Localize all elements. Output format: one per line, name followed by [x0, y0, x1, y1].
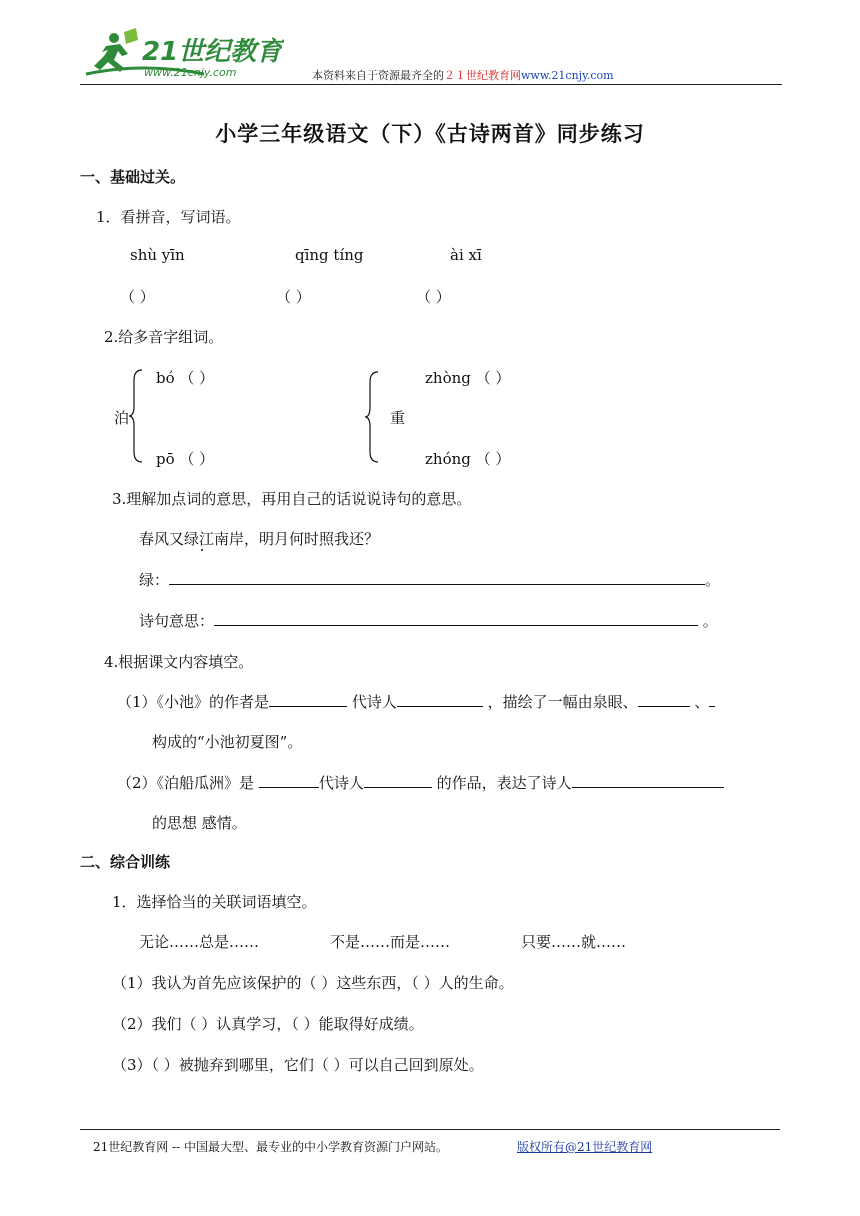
char2-reading-2: zhóng （ ） — [425, 450, 511, 468]
answer-paren-3: （ ） — [416, 288, 451, 306]
q3-prompt: 3.理解加点词的意思，再用自己的话说说诗句的意思。 — [112, 490, 472, 508]
conjunction-option-2: 不是……而是…… — [330, 933, 451, 951]
svg-text:www.21cnjy.com: www.21cnjy.com — [144, 66, 237, 79]
pinyin-2: qīng tíng — [295, 246, 364, 264]
runner-logo-icon — [84, 24, 284, 84]
q4-item-2: （2）《泊船瓜洲》是 代诗人 的作品，表达了诗人 — [117, 772, 724, 793]
s2-q1-prompt: 1．选择恰当的关联词语填空。 — [112, 893, 317, 911]
answer-blank[interactable] — [364, 773, 432, 788]
svg-text:21世纪教育: 21世纪教育 — [142, 37, 283, 67]
header-divider — [80, 84, 782, 85]
answer-blank[interactable] — [169, 570, 705, 585]
fill-sentence-3: （3）（ ）被抛弃到哪里，它们（ ）可以自己回到原处。 — [112, 1056, 484, 1074]
q4-item-1: （1）《小池》的作者是 代诗人 ，描绘了一幅由泉眼、 、 — [117, 691, 715, 712]
answer-blank[interactable] — [397, 692, 483, 707]
answer-paren-1: （ ） — [120, 288, 155, 306]
fill-sentence-2: （2）我们（ ）认真学习，（ ）能取得好成绩。 — [112, 1015, 424, 1033]
answer-blank[interactable] — [269, 692, 347, 707]
poem-meaning-row: 诗句意思： 。 — [139, 612, 718, 630]
answer-blank[interactable] — [259, 773, 319, 788]
green-meaning-row: 绿： 。 — [139, 571, 721, 589]
q4-item-2-continuation: 的思想 感情。 — [152, 814, 247, 832]
q4-prompt: 4.根据课文内容填空。 — [104, 653, 254, 671]
answer-paren-2: （ ） — [276, 288, 311, 306]
section1-heading: 一、基础过关。 — [80, 168, 186, 186]
page-title: 小学三年级语文（下）《古诗两首》同步练习 — [215, 121, 645, 146]
char2-reading-1: zhòng （ ） — [425, 369, 511, 387]
fill-sentence-1: （1）我认为首先应该保护的（ ）这些东西，（ ）人的生命。 — [112, 974, 514, 992]
q1-prompt: 1．看拼音，写词语。 — [96, 208, 241, 226]
footer-divider — [80, 1129, 780, 1130]
conjunction-option-3: 只要……就…… — [521, 933, 627, 951]
header-link[interactable]: www.21cnjy.com — [521, 69, 614, 82]
poem-line: 春风又绿江南岸，明月何时照我还？ — [139, 530, 380, 548]
answer-blank[interactable] — [572, 773, 724, 788]
q2-prompt: 2.给多音字组词。 — [104, 328, 224, 346]
header-note: 本资料来自于资源最齐全的２１世纪教育网www.21cnjy.com — [312, 69, 614, 82]
pinyin-3: ài xī — [450, 246, 482, 264]
emphasis-dot — [201, 549, 203, 551]
left-brace-icon — [364, 370, 380, 464]
char1-reading-2: pō （ ） — [156, 450, 215, 468]
polyphone-char-2: 重 — [390, 409, 406, 427]
copyright-link[interactable]: 版权所有@21世纪教育网 — [517, 1140, 653, 1154]
char1-reading-1: bó （ ） — [156, 369, 215, 387]
footer-text: 21世纪教育网 -- 中国最大型、最专业的中小学教育资源门户网站。 — [93, 1140, 449, 1154]
left-brace-icon — [128, 368, 144, 464]
conjunction-option-1: 无论……总是…… — [139, 933, 260, 951]
polyphone-char-1: 泊 — [114, 409, 130, 427]
site-logo — [84, 24, 284, 84]
answer-blank[interactable] — [638, 692, 690, 707]
answer-blank[interactable] — [709, 692, 715, 707]
q4-item-1-continuation: 构成的“小池初夏图”。 — [152, 733, 303, 751]
pinyin-1: shù yīn — [130, 246, 185, 264]
answer-blank[interactable] — [214, 611, 698, 626]
section2-heading: 二、综合训练 — [80, 853, 171, 871]
